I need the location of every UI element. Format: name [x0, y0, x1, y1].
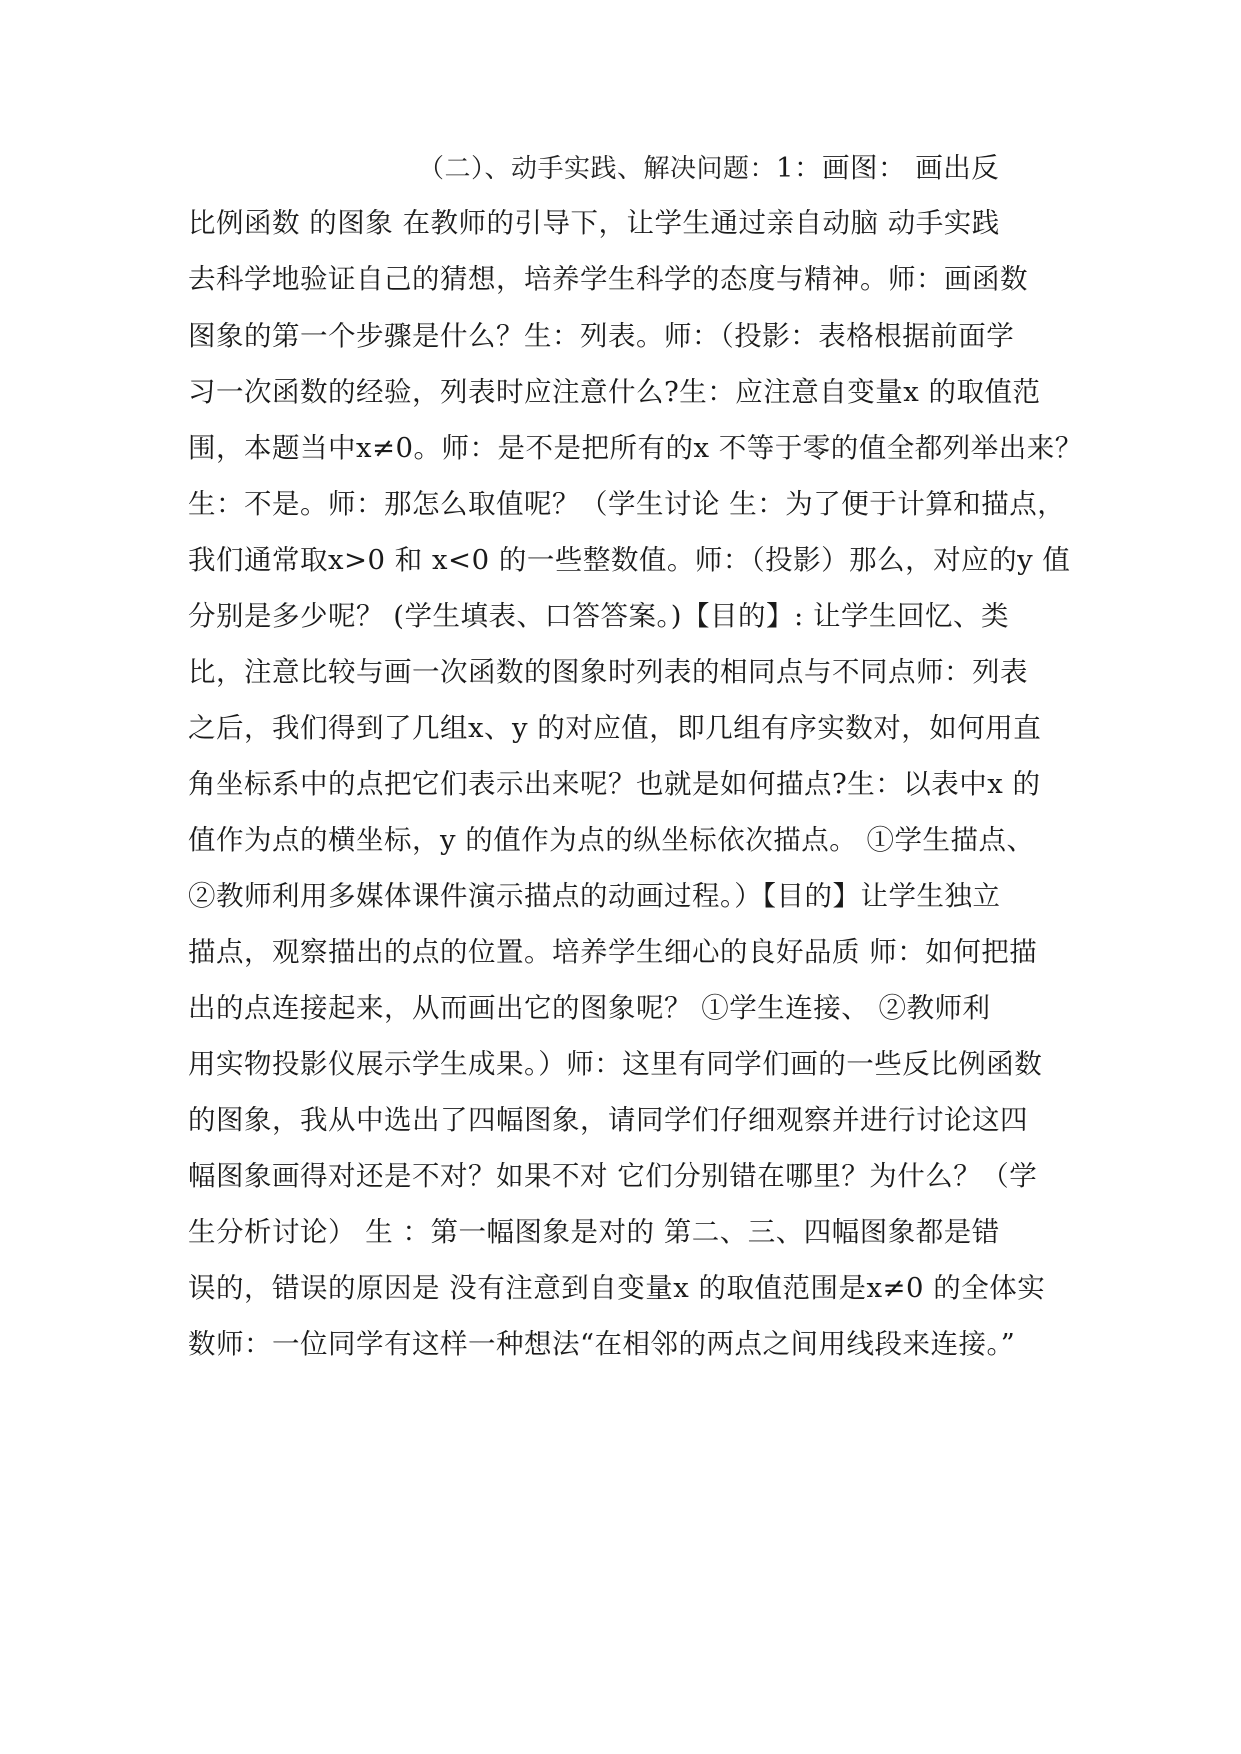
- paragraph-line-16: 出的点连接起来，从而画出它的图象呢？ ①学生连接、 ②教师利: [188, 992, 991, 1024]
- paragraph-line-2: 比例函数 的图象 在教师的引导下，让学生通过亲自动脑 动手实践: [188, 207, 1000, 239]
- line-text: 1：画图： 画出反: [776, 152, 1000, 184]
- paragraph-line-21: 误的，错误的原因是 没有注意到自变量x 的取值范围是x≠0 的全体实: [188, 1272, 1046, 1304]
- paragraph-line-1: [418, 148, 999, 189]
- paragraph-line-19: 幅图象画得对还是不对？如果不对 它们分别错在哪里？为什么？（学: [188, 1160, 1038, 1192]
- paragraph-line-18: 的图象，我从中选出了四幅图象，请同学们仔细观察并进行讨论这四: [188, 1104, 1028, 1136]
- paragraph-line-14: ②教师利用多媒体课件演示描点的动画过程。）【目的】让学生独立: [188, 880, 1001, 912]
- paragraph-line-9: 分别是多少呢？ (学生填表、口答答案。)【目的】: 让学生回忆、类: [188, 600, 1009, 632]
- paragraph-line-17: 用实物投影仪展示学生成果。）师：这里有同学们画的一些反比例函数: [188, 1048, 1043, 1080]
- paragraph-line-3: 去科学地验证自己的猜想，培养学生科学的态度与精神。师：画函数: [188, 263, 1028, 295]
- paragraph-line-7: 生：不是。师：那怎么取值呢？（学生讨论 生：为了便于计算和描点，: [188, 488, 1066, 520]
- paragraph-line-22: 数师：一位同学有这样一种想法“在相邻的两点之间用线段来连接。”: [188, 1328, 1016, 1360]
- paragraph-line-13: 值作为点的横坐标，y 的值作为点的纵坐标依次描点。 ①学生描点、: [188, 824, 1035, 856]
- paragraph-line-5: 习一次函数的经验，列表时应注意什么?生：应注意自变量x 的取值范: [188, 376, 1041, 408]
- paragraph-line-10: 比，注意比较与画一次函数的图象时列表的相同点与不同点师：列表: [188, 656, 1028, 688]
- paragraph-line-20: 生分析讨论） 生 ：第一幅图象是对的 第二、三、四幅图象都是错: [188, 1216, 1000, 1248]
- paragraph-line-11: 之后，我们得到了几组x、y 的对应值，即几组有序实数对，如何用直: [188, 712, 1042, 744]
- paragraph-line-12: 角坐标系中的点把它们表示出来呢？也就是如何描点?生：以表中x 的: [188, 768, 1041, 800]
- paragraph-line-8: 我们通常取x>0 和 x<0 的一些整数值。师：（投影）那么，对应的y 值: [188, 544, 1071, 576]
- paragraph-line-6: 围，本题当中x≠0。师：是不是把所有的x 不等于零的值全都列举出来？: [188, 432, 1083, 464]
- section-heading: （二）、动手实践、解决问题：: [418, 154, 777, 184]
- paragraph-line-4: 图象的第一个步骤是什么？生：列表。师：（投影：表格根据前面学: [188, 320, 1015, 352]
- paragraph-line-15: 描点，观察描出的点的位置。培养学生细心的良好品质 师：如何把描: [188, 936, 1038, 968]
